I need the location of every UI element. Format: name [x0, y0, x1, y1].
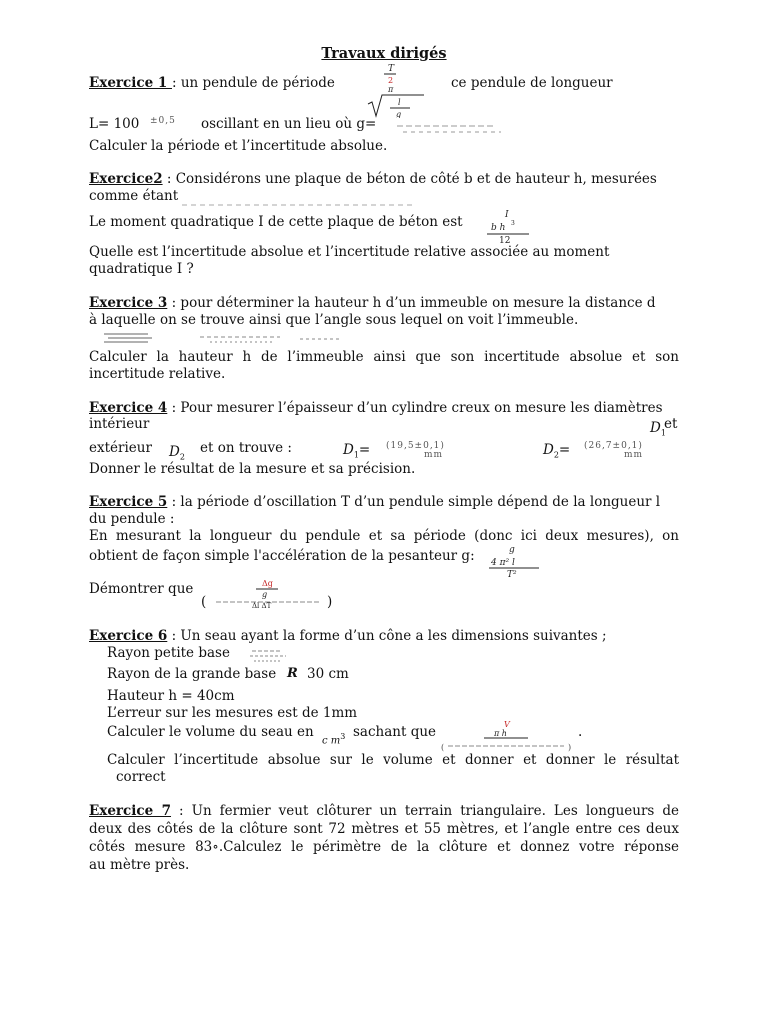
ex4-d2-unit: mm	[624, 450, 644, 460]
svg-text:π: π	[388, 85, 394, 94]
ex2-moment-formula	[485, 208, 533, 244]
ex4-d1-symbol-b: $D_1=$	[343, 442, 371, 460]
page-title: Travaux dirigés	[321, 45, 447, 62]
ex2-line5: quadratique I ?	[89, 261, 194, 277]
ex3-label: Exercice 3	[89, 295, 168, 311]
ex7-line1: Exercice 7 : Un fermier veut clôturer un terrain triangulaire. Les longueurs de	[89, 803, 679, 819]
ex5-uncertainty-formula	[212, 577, 326, 609]
ex1-line1: Exercice 1 : un pendule de période	[89, 75, 335, 91]
svg-text:Δg: Δg	[262, 579, 273, 588]
ex6-line7: Calculer l’incertitude absolue sur le volume et donner et donner le résultat	[107, 752, 679, 768]
ex1-length-uncertainty-glyph: ±0,5	[150, 116, 176, 126]
svg-text:V: V	[504, 720, 510, 729]
ex6-volume-formula	[440, 718, 576, 752]
svg-text:Δl ΔT: Δl ΔT	[252, 602, 272, 609]
ex1-line2: L= 100	[89, 116, 140, 132]
ex6-line3b: 30 cm	[307, 666, 349, 682]
ex5-line3: En mesurant la longueur du pendule et sa période (donc ici deux mesures), on	[89, 528, 679, 544]
ex5-close-paren: )	[327, 594, 333, 610]
ex2-measures-glyph	[180, 196, 420, 208]
ex6-big-radius-symbol: R	[287, 666, 298, 681]
svg-text:T: T	[388, 64, 395, 74]
ex1-g-value-glyph	[393, 120, 505, 134]
ex1-line2-cont: oscillant en un lieu où g=	[201, 116, 377, 132]
ex7-line3: côtés mesure 83∘.Calculez le périmètre de la clôture et donnez votre réponse	[89, 839, 679, 855]
ex6-line6b: sachant que	[353, 724, 437, 740]
ex7-label: Exercice 7	[89, 803, 172, 819]
ex4-d2-symbol-b: $D_2=$	[543, 442, 571, 460]
ex4-d1-unit: mm	[424, 450, 444, 460]
ex5-line5: Démontrer que	[89, 581, 194, 597]
ex3-measures-glyph	[100, 330, 400, 346]
ex5-g-formula	[487, 543, 543, 577]
ex6-line8: correct	[116, 769, 166, 785]
svg-text:g: g	[396, 110, 402, 118]
svg-text:(: (	[441, 743, 445, 752]
ex6-unit-cm3: c $m^3$	[322, 732, 346, 747]
ex6-line5: L’erreur sur les mesures est de 1mm	[107, 705, 358, 721]
ex4-et: et	[664, 416, 678, 432]
ex1-period-formula	[366, 62, 426, 118]
ex4-line2: intérieur	[89, 416, 150, 432]
ex2-line4: Quelle est l’incertitude absolue et l’incertitude relative associée au moment	[89, 244, 610, 260]
ex6-label: Exercice 6	[89, 628, 168, 644]
ex1-label: Exercice 1	[89, 75, 172, 91]
ex2-line2: comme étant	[89, 188, 179, 204]
svg-text:T²: T²	[507, 570, 517, 577]
svg-text:4 π² l: 4 π² l	[491, 558, 515, 568]
ex4-d2-symbol-a: $D_2$	[169, 444, 185, 462]
ex4-line3a: extérieur	[89, 440, 152, 456]
ex4-label: Exercice 4	[89, 400, 168, 416]
ex2-line1: Exercice2 : Considérons une plaque de béton de côté b et de hauteur h, mesurées	[89, 171, 657, 187]
ex6-line2: Rayon petite base	[107, 645, 230, 661]
ex1-line1-cont: ce pendule de longueur	[451, 75, 613, 91]
ex3-line3: Calculer la hauteur h de l’immeuble ainsi que son incertitude absolue et son	[89, 349, 679, 365]
svg-text:g: g	[262, 590, 268, 599]
ex3-line2: à laquelle on se trouve ainsi que l’angle sous lequel on voit l’immeuble.	[89, 312, 579, 328]
ex6-small-radius-glyph	[248, 646, 288, 664]
ex6-line6a: Calculer le volume du seau en	[107, 724, 314, 740]
ex4-line3b: et on trouve :	[200, 440, 292, 456]
ex5-open-paren: (	[201, 594, 207, 610]
ex3-line4: incertitude relative.	[89, 366, 226, 382]
ex4-d2-value: (26,7±0,1)	[584, 441, 643, 451]
svg-text:I: I	[505, 210, 509, 220]
ex2-line3: Le moment quadratique I de cette plaque de béton est	[89, 214, 463, 230]
svg-text:3: 3	[511, 220, 515, 227]
ex4-line1: Exercice 4 : Pour mesurer l’épaisseur d’un cylindre creux on mesure les diamètres	[89, 400, 663, 416]
ex5-line2: du pendule :	[89, 511, 175, 527]
svg-text:): )	[568, 743, 572, 752]
ex5-line4: obtient de façon simple l'accélération de la pesanteur g:	[89, 548, 475, 564]
ex7-line2: deux des côtés de la clôture sont 72 mètres et 55 mètres, et l’angle entre ces deux	[89, 821, 679, 837]
ex5-label: Exercice 5	[89, 494, 168, 510]
ex4-d1-value: (19,5±0,1)	[386, 441, 445, 451]
ex4-d1-symbol-a: $D_1$	[650, 420, 666, 438]
ex1-line3: Calculer la période et l’incertitude absolue.	[89, 138, 388, 154]
svg-text:2: 2	[388, 76, 394, 85]
svg-text:l: l	[398, 98, 401, 107]
svg-text:b h: b h	[491, 223, 506, 233]
ex4-line4: Donner le résultat de la mesure et sa précision.	[89, 461, 416, 477]
ex6-line1: Exercice 6 : Un seau ayant la forme d’un cône a les dimensions suivantes ;	[89, 628, 607, 644]
ex5-line1: Exercice 5 : la période d’oscillation T d’un pendule simple dépend de la longueur l	[89, 494, 661, 510]
svg-text:g: g	[509, 545, 515, 555]
ex6-line4: Hauteur h = 40cm	[107, 688, 235, 704]
ex3-line1: Exercice 3 : pour déterminer la hauteur h d’un immeuble on mesure la distance d	[89, 295, 656, 311]
svg-text:π h: π h	[494, 729, 507, 738]
ex2-label: Exercice2	[89, 171, 163, 187]
ex6-line3a: Rayon de la grande base	[107, 666, 277, 682]
svg-text:12: 12	[499, 236, 511, 244]
ex6-line6c: .	[578, 724, 583, 740]
ex7-line4: au mètre près.	[89, 857, 190, 873]
